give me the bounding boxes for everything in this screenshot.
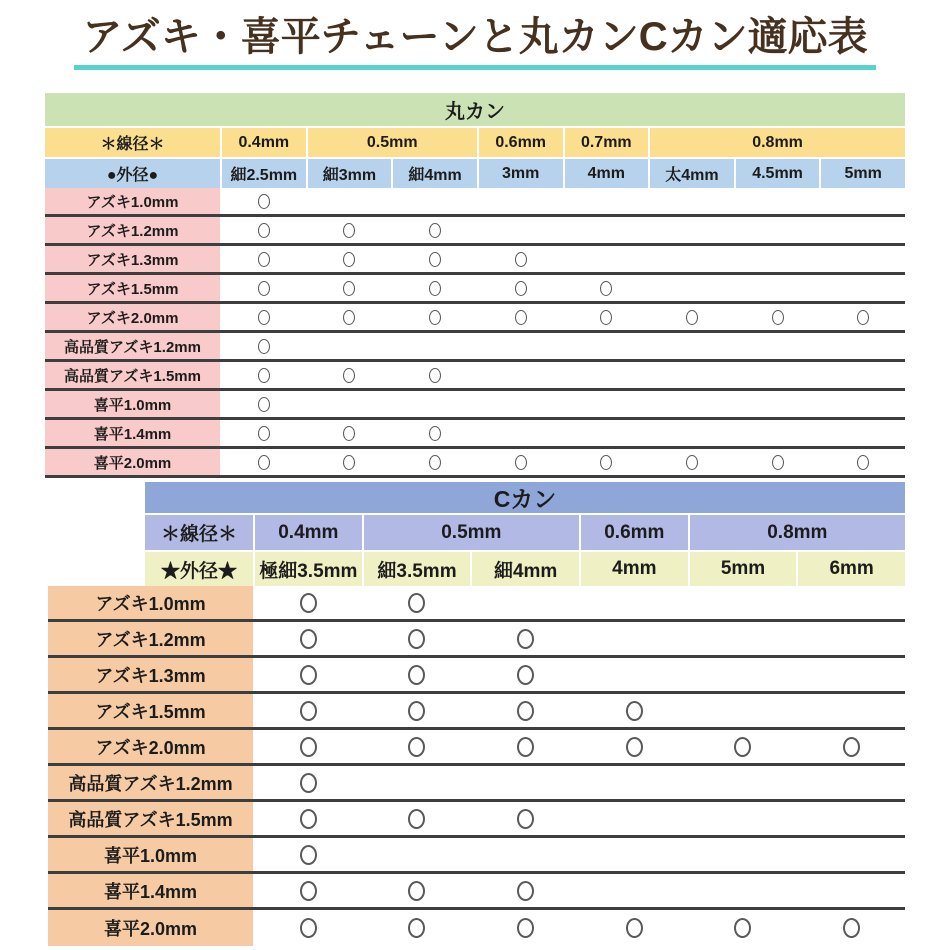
- compatibility-mark-cell: [222, 449, 306, 475]
- marukan-table-header-row: [45, 93, 905, 126]
- circle-mark-icon: [300, 737, 317, 757]
- table-row: [48, 694, 905, 730]
- empty-cell: [565, 362, 649, 388]
- circle-mark-icon: [429, 223, 441, 238]
- compatibility-mark-cell: [798, 730, 905, 763]
- circle-mark-icon: [843, 737, 860, 757]
- circle-mark-icon: [343, 223, 355, 238]
- row-label: 高品質アズキ1.5mm: [48, 802, 253, 835]
- circle-mark-icon: [258, 223, 270, 238]
- outer-diameter-header: 細3.5mm: [364, 552, 471, 586]
- circle-mark-icon: [429, 368, 441, 383]
- circle-mark-icon: [517, 918, 534, 938]
- circle-mark-icon: [734, 737, 751, 757]
- circle-mark-icon: [686, 455, 698, 470]
- compatibility-mark-cell: [308, 449, 392, 475]
- ckan-table-title: Cカン: [145, 482, 905, 513]
- circle-mark-icon: [343, 281, 355, 296]
- circle-mark-icon: [300, 809, 317, 829]
- empty-cell: [479, 391, 563, 417]
- row-label: アズキ2.0mm: [45, 304, 220, 330]
- empty-cell: [308, 333, 392, 359]
- compatibility-mark-cell: [364, 802, 471, 835]
- ckan-outer-diameter-label: ★外径★: [145, 552, 253, 586]
- compatibility-mark-cell: [364, 730, 471, 763]
- empty-cell: [581, 586, 688, 619]
- compatibility-mark-cell: [479, 246, 563, 272]
- ckan-table: [48, 482, 905, 946]
- compatibility-mark-cell: [222, 362, 306, 388]
- compatibility-mark-cell: [393, 362, 477, 388]
- circle-mark-icon: [408, 701, 425, 721]
- compatibility-mark-cell: [581, 730, 688, 763]
- empty-cell: [650, 246, 734, 272]
- empty-cell: [736, 246, 820, 272]
- compatibility-mark-cell: [650, 449, 734, 475]
- circle-mark-icon: [258, 194, 270, 209]
- circle-mark-icon: [517, 881, 534, 901]
- empty-cell: [479, 217, 563, 243]
- table-row: [45, 420, 905, 449]
- empty-cell: [690, 622, 797, 655]
- circle-mark-icon: [515, 455, 527, 470]
- outer-diameter-header: 太4mm: [650, 159, 734, 188]
- compatibility-mark-cell: [222, 188, 306, 214]
- marukan-outer-diameter-label: ●外径●: [45, 159, 220, 188]
- circle-mark-icon: [408, 665, 425, 685]
- empty-cell: [479, 362, 563, 388]
- compatibility-mark-cell: [736, 449, 820, 475]
- circle-mark-icon: [408, 629, 425, 649]
- wire-diameter-header: 0.8mm: [650, 128, 905, 157]
- compatibility-mark-cell: [308, 304, 392, 330]
- compatibility-mark-cell: [479, 449, 563, 475]
- outer-diameter-header: 5mm: [821, 159, 905, 188]
- circle-mark-icon: [517, 665, 534, 685]
- row-label: 喜平2.0mm: [48, 910, 253, 946]
- circle-mark-icon: [626, 737, 643, 757]
- circle-mark-icon: [343, 252, 355, 267]
- empty-cell: [581, 622, 688, 655]
- empty-cell: [736, 362, 820, 388]
- empty-cell: [581, 802, 688, 835]
- circle-mark-icon: [300, 881, 317, 901]
- compatibility-mark-cell: [690, 730, 797, 763]
- table-row: [48, 730, 905, 766]
- empty-cell: [581, 838, 688, 871]
- circle-mark-icon: [429, 281, 441, 296]
- compatibility-mark-cell: [364, 586, 471, 619]
- compatibility-mark-cell: [690, 910, 797, 946]
- table-row: [48, 586, 905, 622]
- compatibility-mark-cell: [798, 910, 905, 946]
- row-label: アズキ1.0mm: [45, 188, 220, 214]
- row-label: アズキ1.5mm: [48, 694, 253, 727]
- compatibility-mark-cell: [393, 246, 477, 272]
- empty-cell: [581, 766, 688, 799]
- circle-mark-icon: [300, 701, 317, 721]
- empty-cell: [565, 333, 649, 359]
- circle-mark-icon: [258, 368, 270, 383]
- compatibility-mark-cell: [255, 874, 362, 907]
- ckan-table-header-row: [145, 482, 905, 513]
- ckan-outer-diameter-row: [145, 552, 905, 586]
- empty-cell: [736, 217, 820, 243]
- circle-mark-icon: [686, 310, 698, 325]
- empty-cell: [821, 333, 905, 359]
- outer-diameter-header: 細4mm: [393, 159, 477, 188]
- empty-cell: [798, 766, 905, 799]
- page-title: アズキ・喜平チェーンと丸カンCカン適応表: [74, 13, 875, 70]
- compatibility-mark-cell: [308, 246, 392, 272]
- empty-cell: [690, 694, 797, 727]
- empty-cell: [364, 838, 471, 871]
- empty-cell: [821, 420, 905, 446]
- compatibility-mark-cell: [255, 586, 362, 619]
- wire-diameter-header: 0.5mm: [364, 515, 579, 550]
- row-label: 喜平1.4mm: [48, 874, 253, 907]
- outer-diameter-header: 細2.5mm: [222, 159, 306, 188]
- wire-diameter-header: 0.4mm: [255, 515, 362, 550]
- compatibility-mark-cell: [255, 658, 362, 691]
- table-row: [45, 304, 905, 333]
- circle-mark-icon: [300, 593, 317, 613]
- compatibility-mark-cell: [308, 217, 392, 243]
- circle-mark-icon: [408, 918, 425, 938]
- table-row: [48, 874, 905, 910]
- compatibility-mark-cell: [581, 694, 688, 727]
- compatibility-mark-cell: [222, 275, 306, 301]
- compatibility-mark-cell: [255, 622, 362, 655]
- empty-cell: [821, 217, 905, 243]
- circle-mark-icon: [857, 310, 869, 325]
- circle-mark-icon: [300, 629, 317, 649]
- outer-diameter-header: 3mm: [479, 159, 563, 188]
- circle-mark-icon: [258, 310, 270, 325]
- empty-cell: [650, 217, 734, 243]
- empty-cell: [479, 420, 563, 446]
- marukan-outer-diameter-row: [45, 159, 905, 188]
- marukan-table-body: [45, 188, 905, 478]
- empty-cell: [472, 766, 579, 799]
- compatibility-mark-cell: [565, 275, 649, 301]
- compatibility-mark-cell: [472, 622, 579, 655]
- circle-mark-icon: [408, 809, 425, 829]
- empty-cell: [821, 362, 905, 388]
- circle-mark-icon: [300, 845, 317, 865]
- compatibility-mark-cell: [222, 217, 306, 243]
- circle-mark-icon: [343, 426, 355, 441]
- wire-diameter-header: 0.8mm: [690, 515, 905, 550]
- compatibility-mark-cell: [364, 910, 471, 946]
- compatibility-mark-cell: [308, 275, 392, 301]
- circle-mark-icon: [843, 918, 860, 938]
- circle-mark-icon: [517, 737, 534, 757]
- circle-mark-icon: [300, 918, 317, 938]
- compatibility-mark-cell: [479, 275, 563, 301]
- circle-mark-icon: [408, 593, 425, 613]
- compatibility-mark-cell: [479, 304, 563, 330]
- outer-diameter-header: 4.5mm: [736, 159, 820, 188]
- outer-diameter-header: 6mm: [798, 552, 905, 586]
- empty-cell: [308, 188, 392, 214]
- wire-diameter-header: 0.6mm: [581, 515, 688, 550]
- compatibility-mark-cell: [393, 304, 477, 330]
- empty-cell: [364, 766, 471, 799]
- compatibility-mark-cell: [364, 874, 471, 907]
- circle-mark-icon: [626, 918, 643, 938]
- circle-mark-icon: [517, 629, 534, 649]
- outer-diameter-header: 5mm: [690, 552, 797, 586]
- circle-mark-icon: [258, 455, 270, 470]
- circle-mark-icon: [429, 426, 441, 441]
- compatibility-mark-cell: [255, 838, 362, 871]
- ckan-wire-diameter-label: ＊線径＊: [145, 515, 253, 550]
- empty-cell: [393, 188, 477, 214]
- empty-cell: [736, 391, 820, 417]
- empty-cell: [821, 391, 905, 417]
- compatibility-mark-cell: [364, 658, 471, 691]
- table-row: [48, 802, 905, 838]
- table-row: [48, 838, 905, 874]
- marukan-table-title: 丸カン: [45, 93, 905, 126]
- empty-cell: [690, 874, 797, 907]
- compatibility-mark-cell: [222, 391, 306, 417]
- circle-mark-icon: [626, 701, 643, 721]
- compatibility-mark-cell: [393, 217, 477, 243]
- compatibility-mark-cell: [308, 420, 392, 446]
- compatibility-mark-cell: [222, 333, 306, 359]
- compatibility-mark-cell: [736, 304, 820, 330]
- circle-mark-icon: [343, 368, 355, 383]
- compatibility-mark-cell: [821, 304, 905, 330]
- compatibility-mark-cell: [255, 766, 362, 799]
- circle-mark-icon: [772, 310, 784, 325]
- circle-mark-icon: [429, 252, 441, 267]
- empty-cell: [393, 391, 477, 417]
- circle-mark-icon: [429, 455, 441, 470]
- row-label: アズキ2.0mm: [48, 730, 253, 763]
- row-label: アズキ1.2mm: [45, 217, 220, 243]
- outer-diameter-header: 極細3.5mm: [255, 552, 362, 586]
- row-label: アズキ1.2mm: [48, 622, 253, 655]
- compatibility-mark-cell: [472, 658, 579, 691]
- circle-mark-icon: [515, 281, 527, 296]
- table-row: [45, 391, 905, 420]
- compatibility-mark-cell: [364, 694, 471, 727]
- empty-cell: [581, 658, 688, 691]
- row-label: アズキ1.3mm: [45, 246, 220, 272]
- outer-diameter-header: 細3mm: [308, 159, 392, 188]
- circle-mark-icon: [258, 397, 270, 412]
- circle-mark-icon: [772, 455, 784, 470]
- empty-cell: [798, 658, 905, 691]
- circle-mark-icon: [343, 310, 355, 325]
- compatibility-mark-cell: [393, 449, 477, 475]
- circle-mark-icon: [258, 252, 270, 267]
- circle-mark-icon: [429, 310, 441, 325]
- outer-diameter-header: 細4mm: [472, 552, 579, 586]
- table-row: [48, 910, 905, 946]
- circle-mark-icon: [517, 701, 534, 721]
- empty-cell: [690, 766, 797, 799]
- table-row: [45, 246, 905, 275]
- circle-mark-icon: [600, 310, 612, 325]
- compatibility-mark-cell: [393, 420, 477, 446]
- compatibility-mark-cell: [255, 694, 362, 727]
- compatibility-mark-cell: [472, 910, 579, 946]
- circle-mark-icon: [600, 281, 612, 296]
- compatibility-mark-cell: [565, 449, 649, 475]
- compatibility-mark-cell: [222, 304, 306, 330]
- empty-cell: [565, 246, 649, 272]
- compatibility-mark-cell: [472, 730, 579, 763]
- compatibility-mark-cell: [472, 802, 579, 835]
- compatibility-mark-cell: [472, 874, 579, 907]
- table-row: [45, 188, 905, 217]
- compatibility-mark-cell: [821, 449, 905, 475]
- empty-cell: [308, 391, 392, 417]
- compatibility-mark-cell: [581, 910, 688, 946]
- table-row: [48, 766, 905, 802]
- outer-diameter-header: 4mm: [565, 159, 649, 188]
- empty-cell: [650, 391, 734, 417]
- empty-cell: [821, 246, 905, 272]
- empty-cell: [650, 188, 734, 214]
- compatibility-mark-cell: [255, 730, 362, 763]
- empty-cell: [650, 275, 734, 301]
- table-row: [45, 362, 905, 391]
- empty-cell: [472, 586, 579, 619]
- empty-cell: [736, 275, 820, 301]
- table-row: [45, 217, 905, 246]
- empty-cell: [650, 333, 734, 359]
- wire-diameter-header: 0.4mm: [222, 128, 306, 157]
- compatibility-mark-cell: [393, 275, 477, 301]
- ckan-wire-diameter-row: [145, 515, 905, 550]
- empty-cell: [736, 188, 820, 214]
- empty-cell: [690, 586, 797, 619]
- empty-cell: [650, 420, 734, 446]
- compatibility-mark-cell: [472, 694, 579, 727]
- empty-cell: [798, 694, 905, 727]
- circle-mark-icon: [408, 737, 425, 757]
- compatibility-mark-cell: [222, 420, 306, 446]
- circle-mark-icon: [408, 881, 425, 901]
- row-label: 高品質アズキ1.2mm: [48, 766, 253, 799]
- circle-mark-icon: [517, 809, 534, 829]
- marukan-wire-diameter-label: ＊線径＊: [45, 128, 220, 157]
- circle-mark-icon: [258, 426, 270, 441]
- empty-cell: [690, 802, 797, 835]
- empty-cell: [393, 333, 477, 359]
- row-label: アズキ1.5mm: [45, 275, 220, 301]
- row-label: 高品質アズキ1.2mm: [45, 333, 220, 359]
- wire-diameter-header: 0.6mm: [479, 128, 563, 157]
- empty-cell: [472, 838, 579, 871]
- compatibility-mark-cell: [222, 246, 306, 272]
- circle-mark-icon: [300, 665, 317, 685]
- empty-cell: [690, 838, 797, 871]
- circle-mark-icon: [343, 455, 355, 470]
- empty-cell: [565, 391, 649, 417]
- circle-mark-icon: [857, 455, 869, 470]
- ckan-table-body: [48, 586, 905, 946]
- empty-cell: [581, 874, 688, 907]
- empty-cell: [479, 333, 563, 359]
- circle-mark-icon: [600, 455, 612, 470]
- marukan-wire-diameter-row: [45, 128, 905, 157]
- empty-cell: [798, 838, 905, 871]
- empty-cell: [479, 188, 563, 214]
- row-label: 喜平1.0mm: [48, 838, 253, 871]
- table-row: [45, 275, 905, 304]
- table-row: [48, 658, 905, 694]
- empty-cell: [798, 622, 905, 655]
- title-section: [0, 0, 950, 70]
- wire-diameter-header: 0.7mm: [565, 128, 649, 157]
- empty-cell: [690, 658, 797, 691]
- compatibility-mark-cell: [255, 910, 362, 946]
- empty-cell: [650, 362, 734, 388]
- compatibility-mark-cell: [650, 304, 734, 330]
- wire-diameter-header: 0.5mm: [308, 128, 477, 157]
- empty-cell: [736, 420, 820, 446]
- circle-mark-icon: [258, 339, 270, 354]
- compatibility-mark-cell: [308, 362, 392, 388]
- row-label: 喜平1.4mm: [45, 420, 220, 446]
- circle-mark-icon: [515, 310, 527, 325]
- row-label: アズキ1.3mm: [48, 658, 253, 691]
- compatibility-mark-cell: [255, 802, 362, 835]
- row-label: 高品質アズキ1.5mm: [45, 362, 220, 388]
- empty-cell: [821, 188, 905, 214]
- empty-cell: [565, 217, 649, 243]
- table-row: [45, 333, 905, 362]
- table-row: [45, 449, 905, 478]
- row-label: 喜平2.0mm: [45, 449, 220, 475]
- table-row: [48, 622, 905, 658]
- empty-cell: [565, 420, 649, 446]
- compatibility-mark-cell: [565, 304, 649, 330]
- circle-mark-icon: [258, 281, 270, 296]
- empty-cell: [821, 275, 905, 301]
- circle-mark-icon: [734, 918, 751, 938]
- marukan-table: [45, 93, 905, 478]
- empty-cell: [798, 802, 905, 835]
- circle-mark-icon: [300, 773, 317, 793]
- empty-cell: [798, 874, 905, 907]
- outer-diameter-header: 4mm: [581, 552, 688, 586]
- empty-cell: [798, 586, 905, 619]
- row-label: アズキ1.0mm: [48, 586, 253, 619]
- empty-cell: [736, 333, 820, 359]
- circle-mark-icon: [515, 252, 527, 267]
- empty-cell: [565, 188, 649, 214]
- row-label: 喜平1.0mm: [45, 391, 220, 417]
- compatibility-mark-cell: [364, 622, 471, 655]
